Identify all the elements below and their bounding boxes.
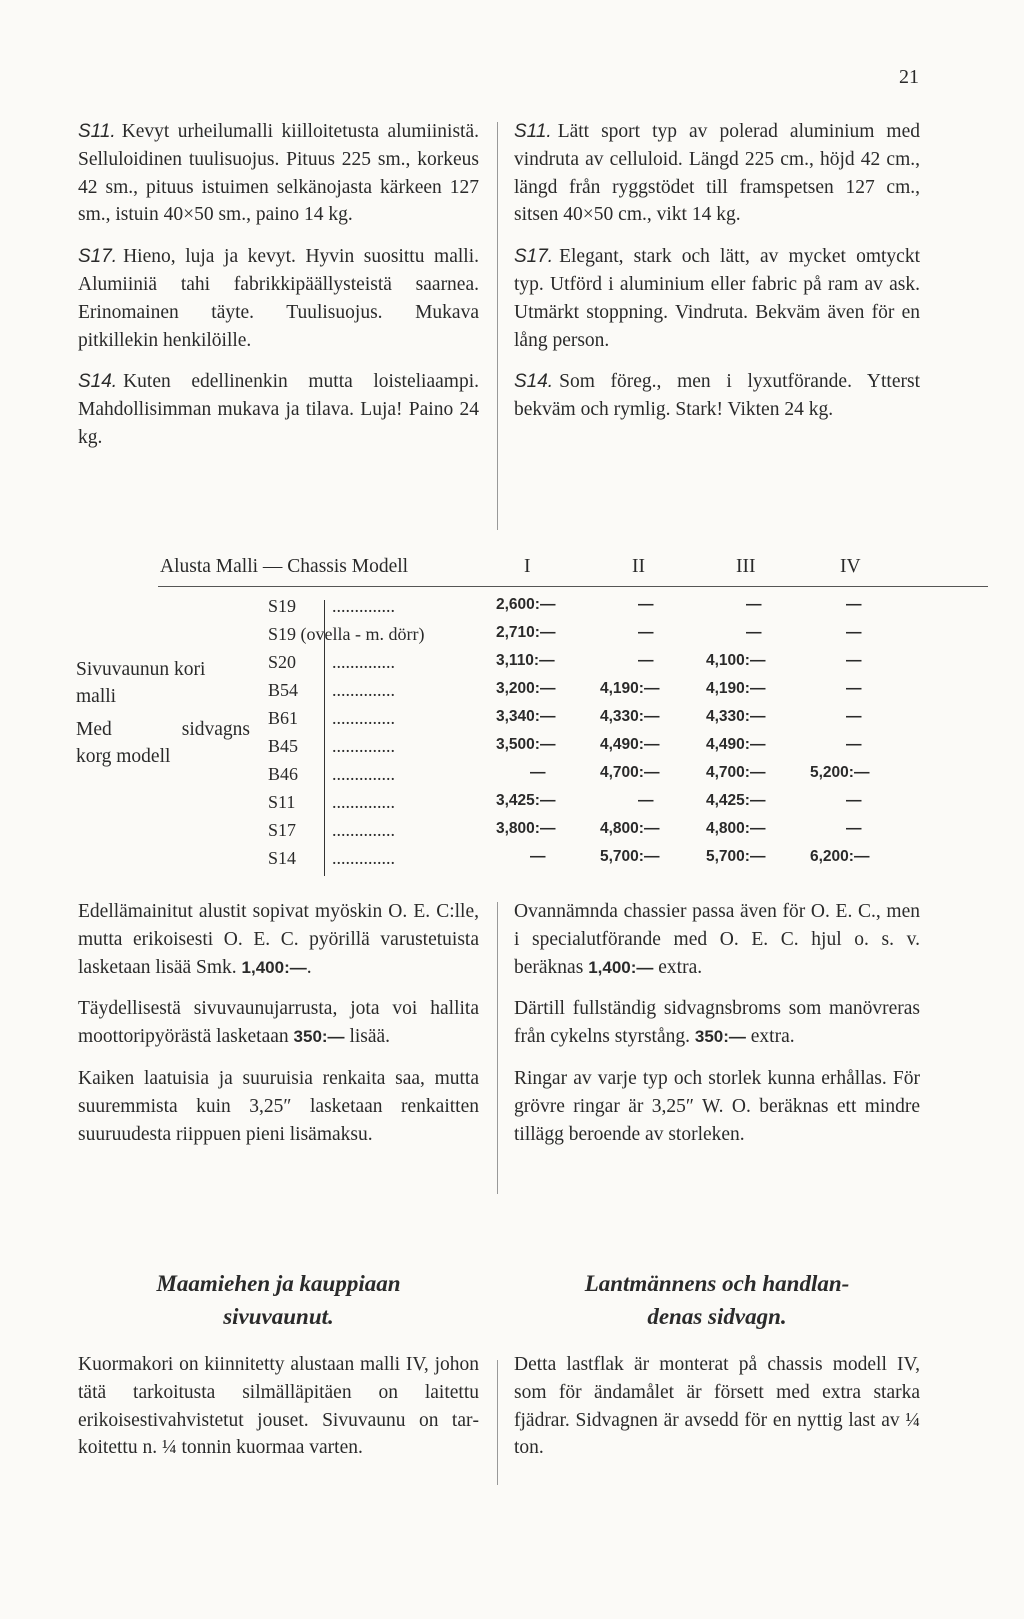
text: extra. (750, 1026, 795, 1048)
price: 1,400:— (588, 957, 654, 977)
price-cell: 4,490:— (706, 736, 766, 753)
text: Edellämainitut alustit sopivat myöskin O. E. C:lle, mutta erikoisesti O. E. C. pyörillä varustetuista lasketaan lisää Smk. (78, 901, 479, 978)
price-cell: 4,800:— (600, 820, 660, 837)
price-cell: — (846, 624, 862, 641)
sv-s11 (514, 118, 920, 229)
group-label-fi-1: Sivuvaunun kori (76, 659, 206, 680)
col-header-4: IV (840, 556, 861, 577)
model-cell: B54 (268, 680, 299, 700)
table-row (70, 848, 930, 876)
price-cell: 3,200:— (496, 680, 556, 697)
finnish-notes (78, 898, 479, 1148)
text: Ovannämnda chassier passa även för O. E. C., men i specialutförande med O. E. C. hjul o. s. v. beräknas (514, 901, 920, 978)
price-cell: — (846, 820, 862, 837)
price-cell: 6,200:— (810, 848, 870, 865)
price-cell: 4,330:— (600, 708, 660, 725)
price-cell: — (530, 764, 546, 781)
text: extra. (658, 956, 703, 978)
model-cell: S19 (ovella - m. dörr) (268, 624, 425, 644)
price-cell: 4,700:— (706, 764, 766, 781)
price-cell: — (846, 736, 862, 753)
price: 1,400:— (241, 957, 307, 977)
model-cell: .............. (332, 820, 395, 840)
swedish-cargo-section (514, 1267, 920, 1462)
model-cell: B46 (268, 764, 299, 784)
price-cell: 4,100:— (706, 652, 766, 669)
group-label-fi-2: malli (76, 686, 117, 707)
col-header-3: III (736, 556, 756, 577)
price-cell: — (846, 708, 862, 725)
header-rule (158, 586, 988, 587)
model-cell: S14 (268, 848, 297, 868)
model-cell: B45 (268, 736, 299, 756)
model-cell: S17 (268, 820, 297, 840)
sv-note-oec (514, 898, 920, 981)
text: . (306, 956, 312, 978)
table-row (70, 736, 930, 764)
col-header-1: I (524, 556, 531, 577)
price-cell: 5,200:— (810, 764, 870, 781)
price-cell: — (638, 624, 654, 641)
finnish-descriptions (78, 118, 479, 452)
price-cell: — (746, 624, 762, 641)
price-cell: — (846, 596, 862, 613)
fi-s11 (78, 118, 479, 229)
model-cell: S11 (268, 792, 296, 812)
model-cell: .............. (332, 792, 395, 812)
price-cell: — (846, 792, 862, 809)
price-cell: 3,110:— (496, 652, 555, 669)
model-cell: .............. (332, 848, 395, 868)
price-cell: 2,600:— (496, 596, 556, 613)
swedish-descriptions (514, 118, 920, 424)
group-label-sv-2: korg modell (76, 746, 171, 767)
text: Kaiken laatuisia ja suuruisia renkaita saa, mutta suuremmista kuin 3,25″ lasketaan renkaitten suuruudesta riippuen pieni lisämaksu. (78, 1067, 479, 1145)
price-cell: 3,425:— (496, 792, 556, 809)
model-code: S17. (514, 246, 554, 268)
text: Ringar av varje typ och storlek kunna erhållas. För grövre ringar är 3,25″ W. O. beräknas ett mindre tillägg beroende av storleken. (514, 1067, 920, 1145)
model-code: S11. (78, 121, 116, 142)
table-header (70, 556, 930, 584)
column-divider-top (497, 122, 498, 530)
model-code: S11. (514, 121, 552, 142)
price-cell: — (846, 652, 862, 669)
price-cell: 3,340:— (496, 708, 556, 725)
text: Kuten edellinenkin mutta loisteliaampi. Mahdollisimman mukava ja tilava. Luja! Paino 24 kg. (78, 371, 479, 448)
price-cell: — (638, 596, 654, 613)
model-cell: .............. (332, 680, 395, 700)
column-divider-bottom (497, 1360, 498, 1485)
price-cell: — (638, 652, 654, 669)
model-cell: .............. (332, 652, 395, 672)
table-header-label: Alusta Malli — Chassis Modell (160, 556, 409, 577)
price-cell: 4,190:— (706, 680, 766, 697)
group-label-sv-1: Med sidvagns (76, 719, 250, 740)
price-cell: 2,710:— (496, 624, 556, 641)
text: Därtill fullständig sidvagnsbroms som manövreras från cykelns styrstång. (514, 998, 920, 1048)
sv-note-tyres (514, 1065, 920, 1148)
price-cell: 3,800:— (496, 820, 556, 837)
fi-note-tyres (78, 1065, 479, 1148)
price-cell: — (846, 680, 862, 697)
model-cell: .............. (332, 596, 395, 616)
page-number: 21 (899, 66, 919, 88)
price-cell: 4,330:— (706, 708, 766, 725)
fi-s14 (78, 368, 479, 451)
finnish-cargo-section (78, 1267, 479, 1462)
table-row (70, 820, 930, 848)
column-divider-middle (497, 902, 498, 1194)
text: Lätt sport typ av polerad aluminium med vindruta av celluloid. Längd 225 cm., höjd 42 cm., längd från ryggstödet till framspetsen 127 cm., sitsen 40×50 cm., vikt 14 kg. (514, 121, 920, 226)
model-cell: S20 (268, 652, 297, 672)
fi-note-brake (78, 995, 479, 1051)
table-row (70, 708, 930, 736)
table-row (70, 764, 930, 792)
swedish-notes (514, 898, 920, 1148)
text: Hieno, luja ja kevyt. Hyvin suosittu malli. Alumiiniä tahi fabrikkipäällysteistä saarnea. Erinomainen täyte. Tuulisuojus. Mukava pitkillekin henkilöille. (78, 246, 479, 351)
sv-cargo-text: Detta lastflak är monterat på chassis modell IV, som för ändamålet är försett med extra starka fjädrar. Sidvagnen är avsedd för en nyttig last av ¼ ton. (514, 1354, 920, 1459)
price-cell: 5,700:— (706, 848, 766, 865)
price-cell: — (638, 792, 654, 809)
model-code: S14. (514, 371, 554, 393)
price: 350:— (293, 1027, 345, 1047)
price-cell: 4,800:— (706, 820, 766, 837)
model-cell: S19 (268, 596, 297, 616)
text: lisää. (349, 1026, 391, 1048)
table-row (70, 680, 930, 708)
sv-note-brake (514, 995, 920, 1051)
table-row (70, 624, 930, 652)
sv-s17 (514, 243, 920, 354)
model-code: S17. (78, 246, 118, 268)
price-cell: 4,490:— (600, 736, 660, 753)
text: Som föreg., men i lyxutförande. Ytterst bekväm och rymlig. Stark! Vikten 24 kg. (514, 371, 920, 421)
model-cell: .............. (332, 764, 395, 784)
col-header-2: II (632, 556, 645, 577)
fi-note-oec (78, 898, 479, 981)
table-row (70, 792, 930, 820)
price-cell: 4,190:— (600, 680, 660, 697)
text: Täydellisestä sivuvaunujarrusta, jota voi hallita moottoripyörästä lasketaan (78, 998, 479, 1048)
price-cell: — (530, 848, 546, 865)
fi-s17 (78, 243, 479, 354)
price-cell: 5,700:— (600, 848, 660, 865)
fi-cargo-text: Kuormakori on kiinnitetty alustaan malli IV, johon tätä tarkoitusta silmälläpitäen on laitettu erikoisestivahvistetut jouset. Sivuvaunu on tarkoitettu n. ¼ tonnin kuormaa varten. (78, 1354, 479, 1459)
table-row (70, 652, 930, 680)
sv-section-heading: Lantmännens och handlandenas sidvagn. (584, 1271, 850, 1329)
model-cell: .............. (332, 708, 395, 728)
model-code: S14. (78, 371, 118, 393)
price-cell: 4,425:— (706, 792, 766, 809)
price: 350:— (694, 1027, 746, 1047)
price-cell: 4,700:— (600, 764, 660, 781)
price-cell: — (746, 596, 762, 613)
model-cell: .............. (332, 736, 395, 756)
text: Elegant, stark och lätt, av mycket omtyckt typ. Utförd i aluminium eller fabric på ram av ask. Utmärkt stoppning. Vindruta. Bekväm även för en lång person. (514, 246, 920, 351)
sv-s14 (514, 368, 920, 424)
text: Kevyt urheilumalli kiilloitetusta alumiinistä. Selluloidinen tuulisuojus. Pituus 225 sm., korkeus 42 sm., pituus istuimen selkänojasta kärkeen 127 sm., istuin 40×50 sm., paino 14 kg. (78, 121, 479, 226)
model-cell: B61 (268, 708, 299, 728)
table-row (70, 596, 930, 624)
price-cell: 3,500:— (496, 736, 556, 753)
fi-section-heading: Maamiehen ja kauppiaan sivuvaunut. (156, 1271, 401, 1329)
